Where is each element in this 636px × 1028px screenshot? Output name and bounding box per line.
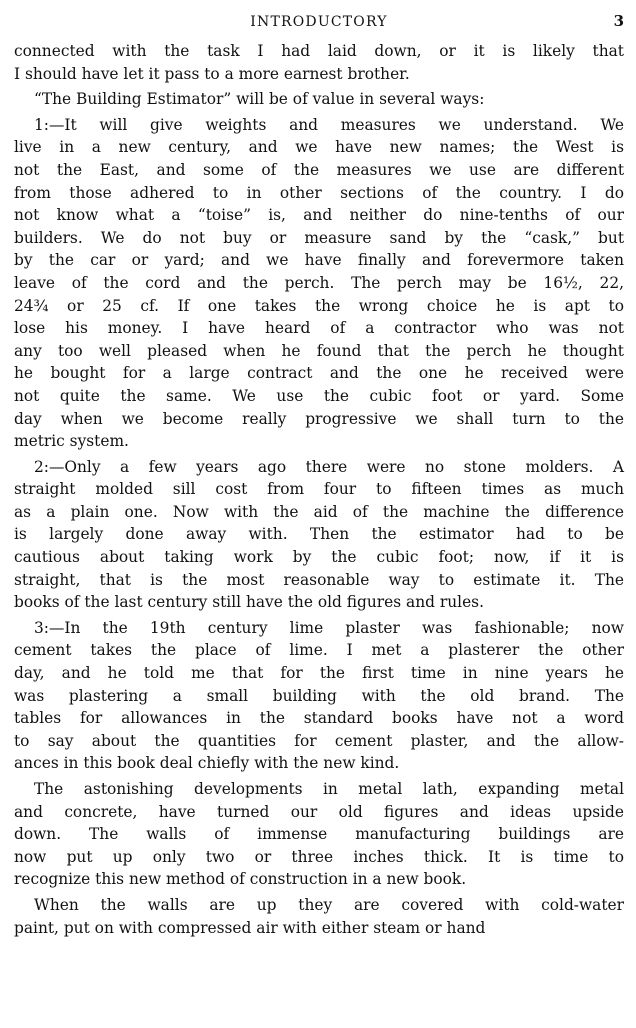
book-page — [14, 10, 624, 939]
page-number: 3 — [613, 12, 624, 30]
text-line: ances in this book deal chiefly with the new kind. — [14, 754, 400, 773]
text-line: not know what a “toise” is, and neither do nine-tenths of our — [14, 206, 624, 225]
text-line: 3:—In the 19th century lime plaster was fashionable; now — [34, 618, 624, 637]
text-line: not quite the same. We use the cubic foot or yard. Some — [14, 386, 624, 405]
text-line: connected with the task I had laid down, or it is likely that — [14, 42, 624, 60]
text-line: The astonishing developments in metal lath, expanding metal — [34, 780, 624, 798]
text-line: by the car or yard; and we have finally and forevermore taken — [14, 251, 624, 270]
paragraph — [14, 617, 624, 775]
running-header — [14, 10, 624, 36]
text-line: builders. We do not buy or measure sand by the “cask,” but — [14, 228, 624, 247]
paragraph — [14, 456, 624, 614]
text-line: cautious about taking work by the cubic foot; now, if it is — [14, 548, 624, 567]
text-line: down. The walls of immense manufacturing buildings are — [14, 825, 624, 844]
text-line: and concrete, have turned our old figures and ideas upside — [14, 802, 624, 821]
paragraph — [14, 778, 624, 891]
text-line: now put up only two or three inches thick. It is time to — [14, 847, 624, 866]
text-line: 2:—Only a few years ago there were no stone molders. A — [34, 457, 624, 476]
text-line: any too well pleased when he found that the perch he thought — [14, 341, 624, 360]
text-line: 24¾ or 25 cf. If one takes the wrong choice he is apt to — [14, 296, 624, 315]
text-line: “The Building Estimator” will be of value in several ways: — [34, 90, 485, 109]
text-line: straight, that is the most reasonable way to estimate it. The — [14, 570, 624, 589]
text-line: When the walls are up they are covered with cold-water — [34, 895, 624, 914]
text-line: as a plain one. Now with the aid of the machine the difference — [14, 502, 624, 521]
body-text — [14, 40, 624, 939]
text-line: was plastering a small building with the old brand. The — [14, 686, 624, 705]
paragraph — [14, 114, 624, 453]
text-line: leave of the cord and the perch. The perch may be 16½, 22, — [14, 273, 624, 292]
text-line: recognize this new method of construction in a new book. — [14, 870, 467, 889]
paragraph — [14, 88, 624, 111]
text-line: paint, put on with compressed air with either steam or hand — [14, 918, 486, 937]
text-line: from those adhered to in other sections of the country. I do — [14, 183, 624, 202]
text-line: books of the last century still have the old figures and rules. — [14, 593, 484, 612]
text-line: to say about the quantities for cement plaster, and the allow- — [14, 731, 624, 750]
text-line: he bought for a large contract and the one he received were — [14, 364, 624, 383]
paragraph — [14, 894, 624, 939]
text-line: metric system. — [14, 432, 129, 451]
paragraph — [14, 40, 624, 85]
text-line: live in a new century, and we have new names; the West is — [14, 138, 624, 157]
text-line: 1:—It will give weights and measures we understand. We — [34, 115, 624, 134]
text-line: day when we become really progressive we shall turn to the — [14, 409, 624, 428]
text-line: is largely done away with. Then the estimator had to be — [14, 525, 624, 544]
text-line: straight molded sill cost from four to fifteen times as much — [14, 480, 624, 499]
text-line: I should have let it pass to a more earnest brother. — [14, 64, 410, 83]
chapter-title: INTRODUCTORY — [250, 14, 388, 30]
text-line: day, and he told me that for the first time in nine years he — [14, 664, 624, 683]
text-line: not the East, and some of the measures we use are different — [14, 160, 624, 179]
text-line: cement takes the place of lime. I met a plasterer the other — [14, 641, 624, 660]
text-line: lose his money. I have heard of a contractor who was not — [14, 319, 624, 338]
text-line: tables for allowances in the standard books have not a word — [14, 709, 624, 728]
